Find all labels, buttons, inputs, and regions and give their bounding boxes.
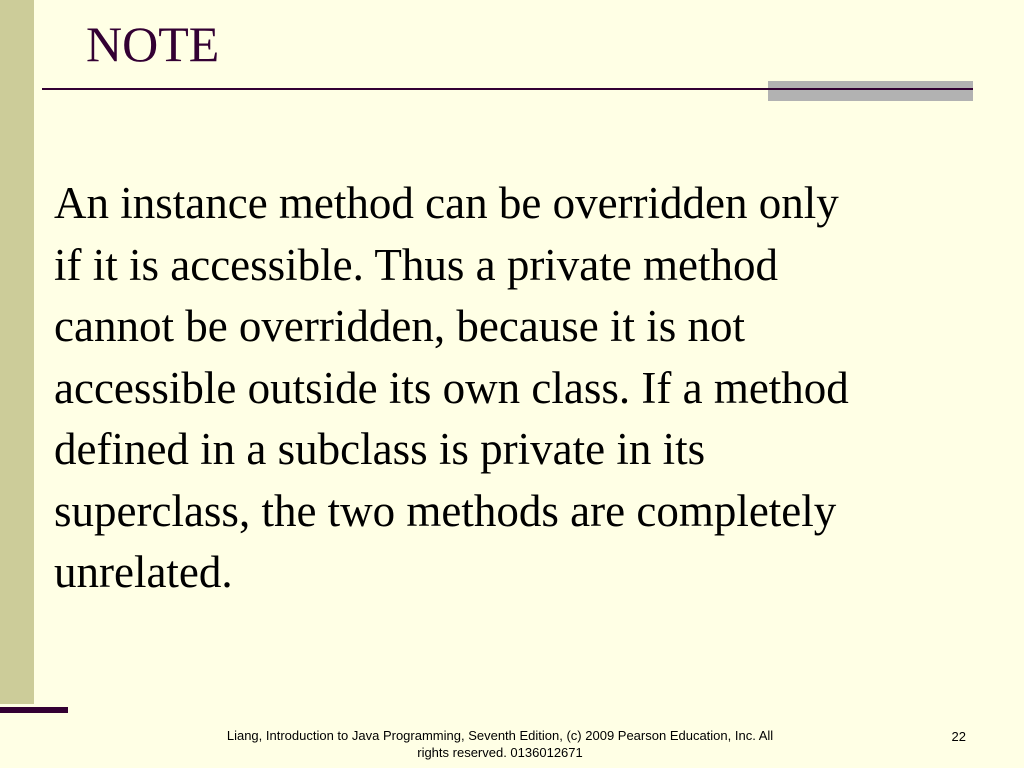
title-rule-accent	[768, 81, 973, 101]
left-sidebar-bar	[0, 0, 34, 704]
slide-body	[54, 173, 984, 604]
body-line: unrelated.	[54, 547, 233, 597]
body-line: An instance method can be overridden only	[54, 178, 839, 228]
left-accent-bar	[0, 707, 68, 713]
title-divider	[42, 88, 973, 90]
body-line: superclass, the two methods are completely	[54, 485, 837, 536]
body-line: accessible outside its own class. If a method	[54, 362, 849, 413]
body-line: defined in a subclass is private in its	[54, 424, 706, 474]
page-number: 22	[951, 729, 966, 744]
slide-title: NOTE	[86, 16, 220, 72]
footer-line: Liang, Introduction to Java Programming, Seventh Edition, (c) 2009 Pearson Education, Inc. All	[226, 728, 774, 743]
slide-footer	[170, 727, 830, 761]
body-line: if it is accessible. Thus a private method	[54, 239, 778, 290]
footer-line: rights reserved. 0136012671	[417, 745, 583, 760]
body-line: cannot be overridden, because it is not	[54, 301, 746, 351]
